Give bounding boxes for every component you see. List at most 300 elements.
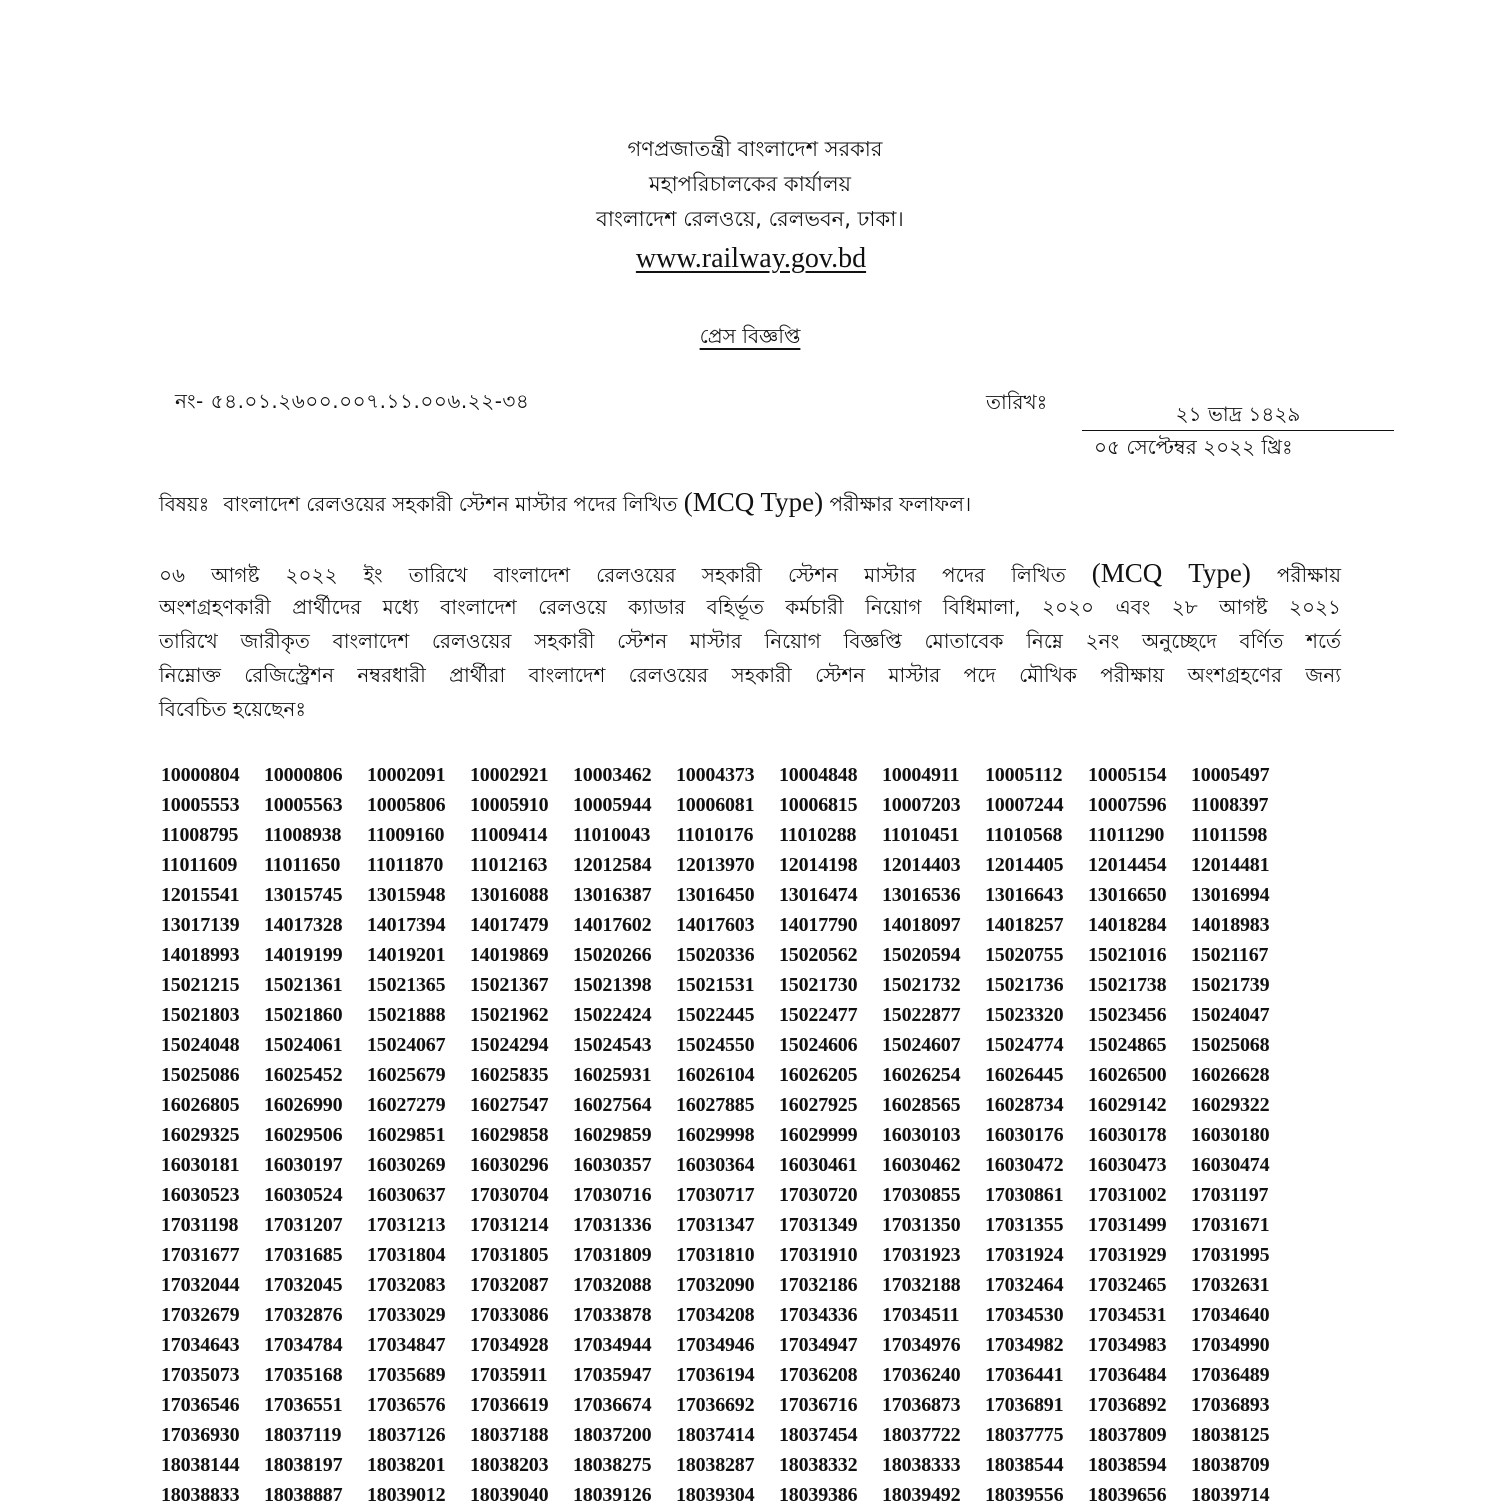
registration-number: 15024607 bbox=[882, 1033, 961, 1056]
registration-number: 17030720 bbox=[779, 1183, 858, 1206]
registration-number: 16026628 bbox=[1191, 1063, 1270, 1086]
registration-number: 12013970 bbox=[676, 853, 755, 876]
registration-number: 13017139 bbox=[161, 913, 240, 936]
registration-number: 14018993 bbox=[161, 943, 240, 966]
table-row bbox=[161, 970, 1291, 1000]
registration-number: 15020336 bbox=[676, 943, 755, 966]
subject-line bbox=[159, 487, 971, 523]
registration-number: 18037188 bbox=[470, 1423, 549, 1446]
registration-number: 17035168 bbox=[264, 1363, 343, 1386]
registration-number: 18038125 bbox=[1191, 1423, 1270, 1446]
table-row bbox=[161, 1390, 1291, 1420]
registration-number: 15021860 bbox=[264, 1003, 343, 1026]
registration-number: 16030474 bbox=[1191, 1153, 1270, 1176]
registration-number: 16025835 bbox=[470, 1063, 549, 1086]
registration-number: 17030716 bbox=[573, 1183, 652, 1206]
registration-number: 16030181 bbox=[161, 1153, 240, 1176]
registration-number: 17031810 bbox=[676, 1243, 755, 1266]
registration-number: 17034847 bbox=[367, 1333, 446, 1356]
registration-number: 16030461 bbox=[779, 1153, 858, 1176]
registration-number: 15023456 bbox=[1088, 1003, 1167, 1026]
registration-number: 17035947 bbox=[573, 1363, 652, 1386]
registration-number: 16030176 bbox=[985, 1123, 1064, 1146]
registration-number: 15024067 bbox=[367, 1033, 446, 1056]
registration-number: 18037454 bbox=[779, 1423, 858, 1446]
registration-number: 17032045 bbox=[264, 1273, 343, 1296]
registration-number: 17031336 bbox=[573, 1213, 652, 1236]
table-row bbox=[161, 1300, 1291, 1330]
registration-number: 15024294 bbox=[470, 1033, 549, 1056]
registration-number: 17035073 bbox=[161, 1363, 240, 1386]
registration-number: 17032876 bbox=[264, 1303, 343, 1326]
body-line bbox=[159, 624, 1341, 658]
registration-number: 16025931 bbox=[573, 1063, 652, 1086]
registration-number: 15024543 bbox=[573, 1033, 652, 1056]
registration-number: 15021732 bbox=[882, 973, 961, 996]
registration-number: 16029998 bbox=[676, 1123, 755, 1146]
registration-number: 18038887 bbox=[264, 1483, 343, 1506]
registration-number: 10007596 bbox=[1088, 793, 1167, 816]
registration-number: 13016387 bbox=[573, 883, 652, 906]
registration-number: 16029142 bbox=[1088, 1093, 1167, 1116]
registration-number: 15024774 bbox=[985, 1033, 1064, 1056]
registration-number: 14018284 bbox=[1088, 913, 1167, 936]
registration-number: 17031214 bbox=[470, 1213, 549, 1236]
registration-number: 11011650 bbox=[264, 853, 341, 876]
registration-number: 17034944 bbox=[573, 1333, 652, 1356]
registration-number: 18037119 bbox=[264, 1423, 342, 1446]
registration-number: 10005154 bbox=[1088, 763, 1167, 786]
registration-number: 14017394 bbox=[367, 913, 446, 936]
registration-number: 18038544 bbox=[985, 1453, 1064, 1476]
registration-number: 17031923 bbox=[882, 1243, 961, 1266]
registration-number: 15024550 bbox=[676, 1033, 755, 1056]
registration-number: 13015948 bbox=[367, 883, 446, 906]
registration-number: 17031685 bbox=[264, 1243, 343, 1266]
registration-number: 17032083 bbox=[367, 1273, 446, 1296]
registration-number: 17031805 bbox=[470, 1243, 549, 1266]
registration-number: 17032464 bbox=[985, 1273, 1064, 1296]
registration-number: 17031499 bbox=[1088, 1213, 1167, 1236]
registration-number: 16026445 bbox=[985, 1063, 1064, 1086]
registration-number: 16030178 bbox=[1088, 1123, 1167, 1146]
registration-number: 17036674 bbox=[573, 1393, 652, 1416]
table-row bbox=[161, 1240, 1291, 1270]
registration-number: 16029999 bbox=[779, 1123, 858, 1146]
registration-number: 17034530 bbox=[985, 1303, 1064, 1326]
registration-number: 16030637 bbox=[367, 1183, 446, 1206]
table-row bbox=[161, 1450, 1291, 1480]
body-line bbox=[159, 556, 1341, 590]
registration-number: 18038275 bbox=[573, 1453, 652, 1476]
registration-number: 16025679 bbox=[367, 1063, 446, 1086]
registration-number: 18037126 bbox=[367, 1423, 446, 1446]
registration-number: 17034947 bbox=[779, 1333, 858, 1356]
registration-number: 18039556 bbox=[985, 1483, 1064, 1506]
registration-number: 17036716 bbox=[779, 1393, 858, 1416]
body-text: তারিখে জারীকৃত বাংলাদেশ রেলওয়ের সহকারী স্টেশন মাস্টার নিয়োগ বিজ্ঞপ্তি মোতাবেক নিম্নে ২নং অনুচ্ছেদে বর্ণিত শর্তে bbox=[159, 629, 1341, 653]
registration-number: 12015541 bbox=[161, 883, 240, 906]
table-row bbox=[161, 1150, 1291, 1180]
registration-number: 16027547 bbox=[470, 1093, 549, 1116]
registration-number: 17036546 bbox=[161, 1393, 240, 1416]
registration-number: 10006815 bbox=[779, 793, 858, 816]
registration-number: 15021736 bbox=[985, 973, 1064, 996]
registration-number: 15021398 bbox=[573, 973, 652, 996]
registration-number: 10005497 bbox=[1191, 763, 1270, 786]
registration-number: 11010043 bbox=[573, 823, 651, 846]
registration-number: 17030717 bbox=[676, 1183, 755, 1206]
registration-number: 15022424 bbox=[573, 1003, 652, 1026]
body-line bbox=[159, 658, 1341, 692]
registration-number: 11012163 bbox=[470, 853, 548, 876]
registration-number: 15021803 bbox=[161, 1003, 240, 1026]
registration-number: 17034336 bbox=[779, 1303, 858, 1326]
registration-number: 17031929 bbox=[1088, 1243, 1167, 1266]
registration-number: 13016450 bbox=[676, 883, 755, 906]
registration-number: 17036893 bbox=[1191, 1393, 1270, 1416]
registration-number: 17034976 bbox=[882, 1333, 961, 1356]
registration-number: 11009414 bbox=[470, 823, 548, 846]
registration-number: 17036930 bbox=[161, 1423, 240, 1446]
registration-number: 11011609 bbox=[161, 853, 238, 876]
registration-number: 18038197 bbox=[264, 1453, 343, 1476]
registration-number: 10005944 bbox=[573, 793, 652, 816]
registration-number: 17036619 bbox=[470, 1393, 549, 1416]
website-link[interactable]: www.railway.gov.bd bbox=[635, 243, 867, 274]
registration-number: 18039304 bbox=[676, 1483, 755, 1506]
registration-number: 10007203 bbox=[882, 793, 961, 816]
registration-number: 16025452 bbox=[264, 1063, 343, 1086]
registration-number: 16029858 bbox=[470, 1123, 549, 1146]
body-text: অংশগ্রহণকারী প্রার্থীদের মধ্যে বাংলাদেশ রেলওয়ে ক্যাডার বহির্ভূত কর্মচারী নিয়োগ বিধিমালা, ২০২০ এবং ২৮ আগষ্ট ২০২১ bbox=[159, 595, 1341, 619]
registration-number: 11010568 bbox=[985, 823, 1063, 846]
table-row bbox=[161, 820, 1291, 850]
office-address: বাংলাদেশ রেলওয়ে, রেলভবন, ঢাকা। bbox=[596, 207, 904, 231]
body-text: ০৬ আগষ্ট ২০২২ ইং তারিখে বাংলাদেশ রেলওয়ের সহকারী স্টেশন মাস্টার পদের লিখিত bbox=[159, 563, 1092, 587]
registration-number: 10003462 bbox=[573, 763, 652, 786]
registration-number: 16026104 bbox=[676, 1063, 755, 1086]
registration-number: 16030197 bbox=[264, 1153, 343, 1176]
registration-number: 17034531 bbox=[1088, 1303, 1167, 1326]
registration-number: 18038333 bbox=[882, 1453, 961, 1476]
registration-number: 13016536 bbox=[882, 883, 961, 906]
registration-number: 15024606 bbox=[779, 1033, 858, 1056]
registration-number: 17035911 bbox=[470, 1363, 548, 1386]
registration-number: 11010451 bbox=[882, 823, 960, 846]
subject-text: বাংলাদেশ রেলওয়ের সহকারী স্টেশন মাস্টার পদের লিখিত bbox=[223, 492, 684, 516]
table-row bbox=[161, 1360, 1291, 1390]
registration-number: 17031207 bbox=[264, 1213, 343, 1236]
registration-number: 17034990 bbox=[1191, 1333, 1270, 1356]
registration-number: 16026990 bbox=[264, 1093, 343, 1116]
registration-number: 13015745 bbox=[264, 883, 343, 906]
registration-number: 11008795 bbox=[161, 823, 239, 846]
registration-number: 17036873 bbox=[882, 1393, 961, 1416]
registration-number: 10005806 bbox=[367, 793, 446, 816]
registration-number: 18039012 bbox=[367, 1483, 446, 1506]
letterhead bbox=[0, 132, 1500, 279]
registration-number: 17030855 bbox=[882, 1183, 961, 1206]
registration-number: 16030462 bbox=[882, 1153, 961, 1176]
registration-number: 17031355 bbox=[985, 1213, 1064, 1236]
registration-number: 17031347 bbox=[676, 1213, 755, 1236]
registration-number: 17036240 bbox=[882, 1363, 961, 1386]
registration-number: 12014198 bbox=[779, 853, 858, 876]
registration-number: 17036208 bbox=[779, 1363, 858, 1386]
registration-number: 16026500 bbox=[1088, 1063, 1167, 1086]
registration-number: 11010288 bbox=[779, 823, 857, 846]
registration-number: 15021739 bbox=[1191, 973, 1270, 996]
registration-number: 14017479 bbox=[470, 913, 549, 936]
registration-number: 18038287 bbox=[676, 1453, 755, 1476]
registration-number: 15021367 bbox=[470, 973, 549, 996]
registration-number: 18037722 bbox=[882, 1423, 961, 1446]
press-release-title: প্রেস বিজ্ঞপ্তি bbox=[699, 324, 801, 348]
table-row bbox=[161, 760, 1291, 790]
registration-number: 18039040 bbox=[470, 1483, 549, 1506]
registration-number: 15022877 bbox=[882, 1003, 961, 1026]
registration-number: 17036441 bbox=[985, 1363, 1064, 1386]
subject-text-end: পরীক্ষার ফলাফল। bbox=[823, 492, 972, 516]
date-bangla: ২১ ভাদ্র ১৪২৯ bbox=[1082, 398, 1394, 431]
registration-number: 17034511 bbox=[882, 1303, 960, 1326]
registration-number: 11008397 bbox=[1191, 793, 1269, 816]
date-gregorian: ০৫ সেপ্টেম্বর ২০২২ খ্রিঃ bbox=[1094, 435, 1293, 459]
registration-number: 17035689 bbox=[367, 1363, 446, 1386]
registration-number: 15021888 bbox=[367, 1003, 446, 1026]
table-row bbox=[161, 850, 1291, 880]
table-row bbox=[161, 1000, 1291, 1030]
registration-number: 16027279 bbox=[367, 1093, 446, 1116]
registration-number: 17031809 bbox=[573, 1243, 652, 1266]
registration-number: 10000806 bbox=[264, 763, 343, 786]
registration-number: 15025068 bbox=[1191, 1033, 1270, 1056]
registration-number: 14017790 bbox=[779, 913, 858, 936]
registration-number: 17034643 bbox=[161, 1333, 240, 1356]
registration-number: 10000804 bbox=[161, 763, 240, 786]
registration-number: 17031002 bbox=[1088, 1183, 1167, 1206]
registration-number: 14019869 bbox=[470, 943, 549, 966]
registration-number: 16027564 bbox=[573, 1093, 652, 1116]
registration-number: 18038709 bbox=[1191, 1453, 1270, 1476]
registration-number: 16030357 bbox=[573, 1153, 652, 1176]
registration-number: 18037414 bbox=[676, 1423, 755, 1446]
registration-number: 16028734 bbox=[985, 1093, 1064, 1116]
registration-number: 15021531 bbox=[676, 973, 755, 996]
table-row bbox=[161, 1420, 1291, 1450]
registration-number: 14019201 bbox=[367, 943, 446, 966]
registration-number: 17031677 bbox=[161, 1243, 240, 1266]
registration-number: 16030269 bbox=[367, 1153, 446, 1176]
registration-number: 14018257 bbox=[985, 913, 1064, 936]
registration-number: 18037809 bbox=[1088, 1423, 1167, 1446]
memo-number: নং- ৫৪.০১.২৬০০.০০৭.১১.০০৬.২২-৩৪ bbox=[175, 389, 530, 413]
table-row bbox=[161, 1060, 1291, 1090]
registration-number: 18038201 bbox=[367, 1453, 446, 1476]
registration-number: 14017602 bbox=[573, 913, 652, 936]
registration-number: 16030103 bbox=[882, 1123, 961, 1146]
registration-number: 17032188 bbox=[882, 1273, 961, 1296]
registration-number: 17031671 bbox=[1191, 1213, 1270, 1236]
table-row bbox=[161, 1480, 1291, 1510]
registration-number: 15020594 bbox=[882, 943, 961, 966]
registration-number: 15021962 bbox=[470, 1003, 549, 1026]
registration-number: 10005112 bbox=[985, 763, 1063, 786]
registration-number: 18037775 bbox=[985, 1423, 1064, 1446]
registration-number: 11008938 bbox=[264, 823, 342, 846]
registration-number: 11010176 bbox=[676, 823, 754, 846]
registration-number: 16029859 bbox=[573, 1123, 652, 1146]
registration-number: 18038833 bbox=[161, 1483, 240, 1506]
registration-number: 15020562 bbox=[779, 943, 858, 966]
registration-number: 17033029 bbox=[367, 1303, 446, 1326]
registration-number: 17031910 bbox=[779, 1243, 858, 1266]
registration-number: 15024865 bbox=[1088, 1033, 1167, 1056]
registration-number: 18039386 bbox=[779, 1483, 858, 1506]
registration-number: 17036194 bbox=[676, 1363, 755, 1386]
registration-number: 16030296 bbox=[470, 1153, 549, 1176]
registration-number: 17032465 bbox=[1088, 1273, 1167, 1296]
registration-number: 17036551 bbox=[264, 1393, 343, 1416]
registration-number: 17031924 bbox=[985, 1243, 1064, 1266]
registration-number: 17034784 bbox=[264, 1333, 343, 1356]
registration-number: 17033878 bbox=[573, 1303, 652, 1326]
registration-number: 14018097 bbox=[882, 913, 961, 936]
registration-number: 18038594 bbox=[1088, 1453, 1167, 1476]
registration-number: 14019199 bbox=[264, 943, 343, 966]
registration-number: 16029325 bbox=[161, 1123, 240, 1146]
registration-number: 12014405 bbox=[985, 853, 1064, 876]
subject-label: বিষয়ঃ bbox=[159, 492, 210, 516]
registration-number: 15022445 bbox=[676, 1003, 755, 1026]
registration-number: 17031804 bbox=[367, 1243, 446, 1266]
registration-number: 10007244 bbox=[985, 793, 1064, 816]
registration-number: 15021016 bbox=[1088, 943, 1167, 966]
registration-number: 17032088 bbox=[573, 1273, 652, 1296]
registration-number-table bbox=[161, 760, 1291, 1510]
registration-number: 11011290 bbox=[1088, 823, 1165, 846]
registration-number: 17036576 bbox=[367, 1393, 446, 1416]
registration-number: 17033086 bbox=[470, 1303, 549, 1326]
registration-number: 17030704 bbox=[470, 1183, 549, 1206]
registration-number: 17036892 bbox=[1088, 1393, 1167, 1416]
registration-number: 17034928 bbox=[470, 1333, 549, 1356]
registration-number: 16030180 bbox=[1191, 1123, 1270, 1146]
registration-number: 17030861 bbox=[985, 1183, 1064, 1206]
registration-number: 16030472 bbox=[985, 1153, 1064, 1176]
registration-number: 12012584 bbox=[573, 853, 652, 876]
registration-number: 10005563 bbox=[264, 793, 343, 816]
registration-number: 10004373 bbox=[676, 763, 755, 786]
registration-number: 10006081 bbox=[676, 793, 755, 816]
registration-number: 10005910 bbox=[470, 793, 549, 816]
registration-number: 17034982 bbox=[985, 1333, 1064, 1356]
date-label: তারিখঃ bbox=[986, 390, 1048, 414]
registration-number: 16029322 bbox=[1191, 1093, 1270, 1116]
registration-number: 17031197 bbox=[1191, 1183, 1269, 1206]
registration-number: 11009160 bbox=[367, 823, 445, 846]
registration-number: 12014403 bbox=[882, 853, 961, 876]
registration-number: 15021215 bbox=[161, 973, 240, 996]
registration-number: 16026205 bbox=[779, 1063, 858, 1086]
registration-number: 18039656 bbox=[1088, 1483, 1167, 1506]
registration-number: 16029506 bbox=[264, 1123, 343, 1146]
table-row bbox=[161, 1030, 1291, 1060]
registration-number: 17032186 bbox=[779, 1273, 858, 1296]
registration-number: 15020755 bbox=[985, 943, 1064, 966]
registration-number: 10002921 bbox=[470, 763, 549, 786]
registration-number: 15021738 bbox=[1088, 973, 1167, 996]
registration-number: 14017603 bbox=[676, 913, 755, 936]
registration-number: 18039714 bbox=[1191, 1483, 1270, 1506]
registration-number: 17036692 bbox=[676, 1393, 755, 1416]
registration-number: 16029851 bbox=[367, 1123, 446, 1146]
registration-number: 18038332 bbox=[779, 1453, 858, 1476]
table-row bbox=[161, 1330, 1291, 1360]
registration-number: 15024048 bbox=[161, 1033, 240, 1056]
registration-number: 15024061 bbox=[264, 1033, 343, 1056]
registration-number: 10004911 bbox=[882, 763, 960, 786]
registration-number: 14018983 bbox=[1191, 913, 1270, 936]
registration-number: 15022477 bbox=[779, 1003, 858, 1026]
table-row bbox=[161, 1090, 1291, 1120]
body-exam-type: (MCQ Type) bbox=[1091, 558, 1251, 588]
registration-number: 15024047 bbox=[1191, 1003, 1270, 1026]
table-row bbox=[161, 790, 1291, 820]
registration-number: 12014454 bbox=[1088, 853, 1167, 876]
registration-number: 13016088 bbox=[470, 883, 549, 906]
body-text: নিম্নোক্ত রেজিস্ট্রেশন নম্বরধারী প্রার্থীরা বাংলাদেশ রেলওয়ের সহকারী স্টেশন মাস্টার পদে মৌখিক পরীক্ষায় অংশগ্রহণের জন্য bbox=[159, 663, 1341, 687]
registration-number: 11011598 bbox=[1191, 823, 1268, 846]
registration-number: 18039492 bbox=[882, 1483, 961, 1506]
registration-number: 16027925 bbox=[779, 1093, 858, 1116]
office-name: মহাপরিচালকের কার্যালয় bbox=[648, 172, 851, 196]
registration-number: 18037200 bbox=[573, 1423, 652, 1446]
registration-number: 17032044 bbox=[161, 1273, 240, 1296]
registration-number: 17032679 bbox=[161, 1303, 240, 1326]
registration-number: 17036489 bbox=[1191, 1363, 1270, 1386]
body-paragraph bbox=[159, 556, 1341, 726]
date-block bbox=[1082, 398, 1394, 463]
registration-number: 16028565 bbox=[882, 1093, 961, 1116]
registration-number: 15021365 bbox=[367, 973, 446, 996]
registration-number: 10005553 bbox=[161, 793, 240, 816]
registration-number: 15025086 bbox=[161, 1063, 240, 1086]
registration-number: 13016650 bbox=[1088, 883, 1167, 906]
registration-number: 16030523 bbox=[161, 1183, 240, 1206]
registration-number: 17031198 bbox=[161, 1213, 239, 1236]
registration-number: 17031213 bbox=[367, 1213, 446, 1236]
table-row bbox=[161, 880, 1291, 910]
registration-number: 13016994 bbox=[1191, 883, 1270, 906]
subject-exam-type: (MCQ Type) bbox=[683, 487, 824, 517]
registration-number: 15021361 bbox=[264, 973, 343, 996]
table-row bbox=[161, 1120, 1291, 1150]
body-text: বিবেচিত হয়েছেনঃ bbox=[159, 697, 306, 721]
registration-number: 15021167 bbox=[1191, 943, 1269, 966]
registration-number: 17034208 bbox=[676, 1303, 755, 1326]
registration-number: 17034946 bbox=[676, 1333, 755, 1356]
registration-number: 17032631 bbox=[1191, 1273, 1270, 1296]
table-row bbox=[161, 1180, 1291, 1210]
registration-number: 14017328 bbox=[264, 913, 343, 936]
registration-number: 12014481 bbox=[1191, 853, 1270, 876]
registration-number: 15023320 bbox=[985, 1003, 1064, 1026]
govt-name: গণপ্রজাতন্ত্রী বাংলাদেশ সরকার bbox=[627, 137, 883, 161]
registration-number: 10002091 bbox=[367, 763, 446, 786]
registration-number: 17032087 bbox=[470, 1273, 549, 1296]
